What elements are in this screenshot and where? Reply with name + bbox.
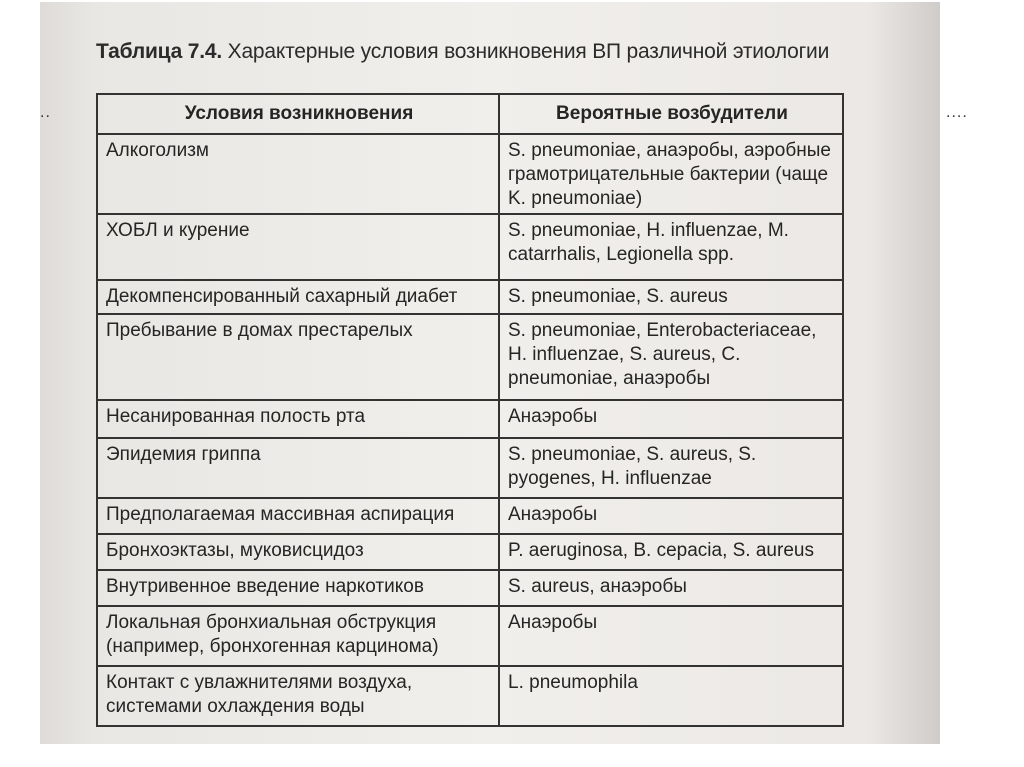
pathogens-cell: Анаэробы [499,606,843,666]
pathogens-cell: L. pneumophila [499,666,843,726]
table-row [97,280,843,314]
pathogens-cell: S. pneumoniae, S. aureus, S. pyogenes, H. influenzae [499,438,843,498]
condition-cell: Алкоголизм [97,134,499,214]
condition-cell: Контакт с увлажнителями воздуха, системами охлаждения воды [97,666,499,726]
table-row [97,400,843,438]
pathogens-cell: S. pneumoniae, S. aureus [499,280,843,314]
pathogens-cell: S. aureus, анаэробы [499,570,843,606]
table-row [97,214,843,280]
table-row [97,134,843,214]
condition-cell: ХОБЛ и курение [97,214,499,280]
condition-cell: Декомпенсированный сахарный диабет [97,280,499,314]
condition-cell: Бронхоэктазы, муковисцидоз [97,534,499,570]
ellipsis-left: .. [40,104,51,121]
table-row [97,570,843,606]
pathogens-cell: S. pneumoniae, анаэробы, аэробные грамотрицательные бактерии (чаще K. pneumoniae) [499,134,843,214]
condition-cell: Эпидемия гриппа [97,438,499,498]
table-row [97,534,843,570]
pathogens-cell: S. pneumoniae, Enterobacteriaceae, H. influenzae, S. aureus, C. pneumoniae, анаэробы [499,314,843,400]
header-conditions: Условия возникновения [97,94,499,134]
pathogens-cell: Анаэробы [499,400,843,438]
table-row [97,438,843,498]
pathogens-cell: Анаэробы [499,498,843,534]
etiology-table [96,93,844,727]
table-row [97,606,843,666]
condition-cell: Предполагаемая массивная аспирация [97,498,499,534]
pathogens-cell: P. aeruginosa, B. cepacia, S. aureus [499,534,843,570]
table-header-row [97,94,843,134]
table-row [97,314,843,400]
ellipsis-right: .... [946,104,968,121]
table-caption [96,40,829,64]
header-pathogens: Вероятные возбудители [499,94,843,134]
table-row [97,498,843,534]
condition-cell: Несанированная полость рта [97,400,499,438]
condition-cell: Локальная бронхиальная обструкция (например, бронхогенная карцинома) [97,606,499,666]
condition-cell: Внутривенное введение наркотиков [97,570,499,606]
pathogens-cell: S. pneumoniae, H. influenzae, M. catarrhalis, Legionella spp. [499,214,843,280]
condition-cell: Пребывание в домах престарелых [97,314,499,400]
table-caption-label: Таблица 7.4. [96,40,222,63]
table-caption-text: Характерные условия возникновения ВП различной этиологии [227,40,830,63]
table-row [97,666,843,726]
